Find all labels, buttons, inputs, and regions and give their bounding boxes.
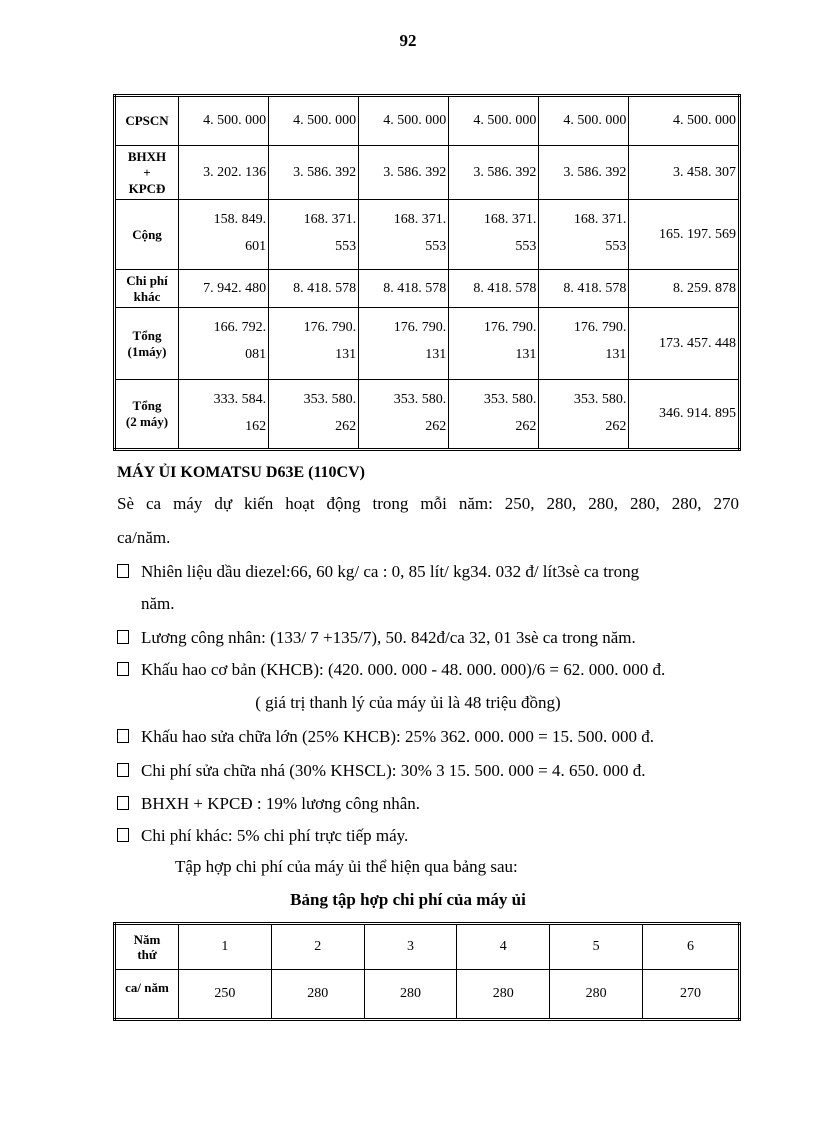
- shift-row: [115, 970, 740, 1020]
- shift-cell: 280: [364, 970, 457, 1020]
- checkbox-glyph-icon: [117, 763, 129, 777]
- value-line: 8. 418. 578: [473, 280, 537, 296]
- year-cell: 1: [179, 924, 272, 970]
- value-line: 131: [425, 347, 447, 362]
- value-cell: [539, 380, 629, 450]
- year-cell: 5: [550, 924, 643, 970]
- value-cell: [179, 96, 269, 146]
- value-cell: [449, 146, 539, 200]
- cost-table-row: [115, 308, 740, 380]
- shift-cell: 280: [550, 970, 643, 1020]
- value-cell: [629, 96, 740, 146]
- section-heading: MÁY ỦI KOMATSU D63E (110CV): [117, 464, 365, 481]
- value-cell: [269, 96, 359, 146]
- page-number: 92: [399, 31, 417, 50]
- value-cell: [179, 308, 269, 380]
- value-line: 8. 259. 878: [673, 280, 736, 296]
- value-line: 158. 849.: [213, 212, 267, 227]
- value-cell: [269, 380, 359, 450]
- row-label-cell: [115, 96, 179, 146]
- value-line: 176. 790.: [573, 320, 627, 335]
- row-label-cell: [115, 308, 179, 380]
- value-line: 346. 914. 895: [659, 406, 736, 421]
- value-cell: [629, 146, 740, 200]
- value-cell: [359, 96, 449, 146]
- bullet-other: [117, 826, 408, 846]
- shift-cell: 280: [271, 970, 364, 1020]
- row-label-cell: [115, 270, 179, 308]
- row-label-line: +: [143, 164, 151, 180]
- value-line: 553: [335, 239, 357, 254]
- bullet-minor-repair-text: Chi phí sửa chữa nhá (30% KHSCL): 30% 3 15. 500. 000 = 4. 650. 000 đ.: [141, 761, 646, 780]
- bullet-minor-repair: [117, 761, 645, 781]
- bullet-insurance: [117, 794, 420, 814]
- bullet-fuel: [117, 562, 639, 582]
- bullet-depreciation-text: Khấu hao cơ bản (KHCB): (420. 000. 000 - 48. 000. 000)/6 = 62. 000. 000 đ.: [141, 660, 666, 679]
- row-label-cell: [115, 200, 179, 270]
- checkbox-glyph-icon: [117, 828, 129, 842]
- value-line: 8. 418. 578: [293, 280, 357, 296]
- value-cell: [629, 200, 740, 270]
- value-line: 3. 586. 392: [473, 164, 537, 180]
- value-line: 262: [605, 419, 627, 434]
- value-line: 176. 790.: [483, 320, 537, 335]
- shift-cell: 270: [642, 970, 739, 1020]
- value-cell: [449, 270, 539, 308]
- value-cell: [539, 270, 629, 308]
- year-cell: 3: [364, 924, 457, 970]
- checkbox-glyph-icon: [117, 564, 129, 578]
- value-line: 166. 792.: [213, 320, 267, 335]
- value-cell: [629, 270, 740, 308]
- value-line: 3. 458. 307: [673, 164, 736, 180]
- shift-label-cell: ca/ năm: [115, 970, 179, 1020]
- row-label-line: CPSCN: [125, 113, 169, 128]
- value-line: 4. 500. 000: [203, 113, 267, 128]
- value-line: 176. 790.: [303, 320, 357, 335]
- value-cell: [359, 146, 449, 200]
- value-line: 3. 202. 136: [203, 164, 267, 180]
- value-line: 553: [515, 239, 537, 254]
- value-line: 353. 580.: [393, 392, 447, 407]
- bulldozer-table: [113, 922, 741, 1021]
- value-cell: [449, 200, 539, 270]
- summary-line: Tập hợp chi phí của máy ủi thể hiện qua bảng sau:: [175, 857, 518, 876]
- bullet-insurance-text: BHXH + KPCĐ : 19% lương công nhân.: [141, 794, 421, 813]
- value-cell: [269, 146, 359, 200]
- row-label-line: BHXH: [127, 148, 167, 164]
- value-cell: [449, 308, 539, 380]
- cost-table-row: [115, 380, 740, 450]
- value-line: 333. 584.: [213, 392, 267, 407]
- value-cell: [359, 380, 449, 450]
- year-cell: 2: [271, 924, 364, 970]
- value-line: 601: [245, 239, 267, 254]
- row-label-line: khác: [133, 288, 161, 304]
- value-line: 353. 580.: [483, 392, 537, 407]
- row-label-line: Chi phí: [126, 272, 168, 288]
- value-line: 262: [335, 419, 357, 434]
- bullet-fuel-continuation: năm.: [141, 594, 175, 613]
- bullet-other-text: Chi phí khác: 5% chi phí trực tiếp máy.: [141, 826, 409, 845]
- value-line: 3. 586. 392: [293, 164, 357, 180]
- value-cell: [629, 308, 740, 380]
- value-line: 4. 500. 000: [563, 113, 627, 128]
- table-caption: Bảng tập hợp chi phí của máy ủi: [290, 890, 526, 909]
- value-cell: [359, 270, 449, 308]
- cost-table-row: [115, 200, 740, 270]
- value-cell: [539, 308, 629, 380]
- value-line: 176. 790.: [393, 320, 447, 335]
- value-cell: [179, 146, 269, 200]
- value-cell: [179, 270, 269, 308]
- value-line: 553: [425, 239, 447, 254]
- value-cell: [269, 308, 359, 380]
- value-line: 4. 500. 000: [473, 113, 537, 128]
- value-cell: [539, 200, 629, 270]
- year-label-line: thứ: [137, 947, 157, 962]
- shift-cell: 250: [179, 970, 272, 1020]
- bullet-major-repair-text: Khấu hao sửa chữa lớn (25% KHCB): 25% 362. 000. 000 = 15. 500. 000 đ.: [141, 727, 654, 746]
- value-line: 4. 500. 000: [673, 113, 736, 128]
- row-label-line: Tổng: [132, 327, 162, 343]
- value-cell: [449, 96, 539, 146]
- value-line: 262: [515, 419, 537, 434]
- value-line: 168. 371.: [483, 212, 537, 227]
- value-line: 081: [245, 347, 267, 362]
- value-line: 131: [605, 347, 627, 362]
- value-line: 162: [245, 419, 267, 434]
- value-line: 4. 500. 000: [383, 113, 447, 128]
- cost-table-row: [115, 96, 740, 146]
- value-line: 168. 371.: [573, 212, 627, 227]
- bullet-major-repair: [117, 727, 654, 747]
- value-line: 353. 580.: [303, 392, 357, 407]
- value-line: 553: [605, 239, 627, 254]
- value-line: 8. 418. 578: [563, 280, 627, 296]
- depreciation-note: ( giá trị thanh lý của máy ủi là 48 triệu đồng): [255, 693, 561, 712]
- checkbox-glyph-icon: [117, 729, 129, 743]
- row-label-cell: [115, 380, 179, 450]
- checkbox-glyph-icon: [117, 662, 129, 676]
- year-cell: 4: [457, 924, 550, 970]
- value-line: 173. 457. 448: [659, 335, 736, 351]
- value-line: 131: [515, 347, 537, 362]
- row-label-cell: [115, 146, 179, 200]
- year-row: [115, 924, 740, 970]
- value-line: 165. 197. 569: [659, 226, 736, 242]
- row-label-line: (2 máy): [125, 414, 169, 429]
- checkbox-glyph-icon: [117, 796, 129, 810]
- cost-table-row: [115, 146, 740, 200]
- row-label-line: Tổng: [132, 398, 162, 413]
- value-cell: [629, 380, 740, 450]
- value-cell: [179, 200, 269, 270]
- intro-text-line2: ca/năm.: [117, 528, 171, 547]
- value-line: 8. 418. 578: [383, 280, 447, 296]
- year-label-line: Năm: [133, 932, 161, 947]
- value-cell: [449, 380, 539, 450]
- bullet-depreciation: [117, 660, 665, 680]
- row-label-line: (1máy): [127, 343, 167, 359]
- year-cell: 6: [642, 924, 739, 970]
- cost-table: [113, 94, 741, 451]
- value-cell: [179, 380, 269, 450]
- value-line: 7. 942. 480: [203, 280, 267, 296]
- value-cell: [539, 146, 629, 200]
- shift-cell: 280: [457, 970, 550, 1020]
- value-line: 131: [335, 347, 357, 362]
- intro-text-line1: Sè ca máy dự kiến hoạt động trong mỗi năm: 250, 280, 280, 280, 280, 270: [117, 494, 739, 513]
- value-cell: [359, 308, 449, 380]
- cost-table-row: [115, 270, 740, 308]
- row-label-line: KPCĐ: [128, 180, 166, 196]
- value-cell: [269, 200, 359, 270]
- value-line: 3. 586. 392: [383, 164, 447, 180]
- bullet-fuel-text: Nhiên liệu dầu diezel:66, 60 kg/ ca : 0, 85 lít/ kg34. 032 đ/ lít3sè ca trong: [141, 562, 640, 581]
- value-cell: [269, 270, 359, 308]
- value-line: 353. 580.: [573, 392, 627, 407]
- value-line: 4. 500. 000: [293, 113, 357, 128]
- checkbox-glyph-icon: [117, 630, 129, 644]
- value-cell: [539, 96, 629, 146]
- value-line: 262: [425, 419, 447, 434]
- row-label-line: Cộng: [132, 226, 162, 242]
- bullet-wage: [117, 628, 636, 648]
- value-cell: [359, 200, 449, 270]
- value-line: 168. 371.: [393, 212, 447, 227]
- bullet-wage-text: Lương công nhân: (133/ 7 +135/7), 50. 842đ/ca 32, 01 3sè ca trong năm.: [141, 628, 636, 647]
- year-label-cell: [115, 924, 179, 970]
- value-line: 3. 586. 392: [563, 164, 627, 180]
- value-line: 168. 371.: [303, 212, 357, 227]
